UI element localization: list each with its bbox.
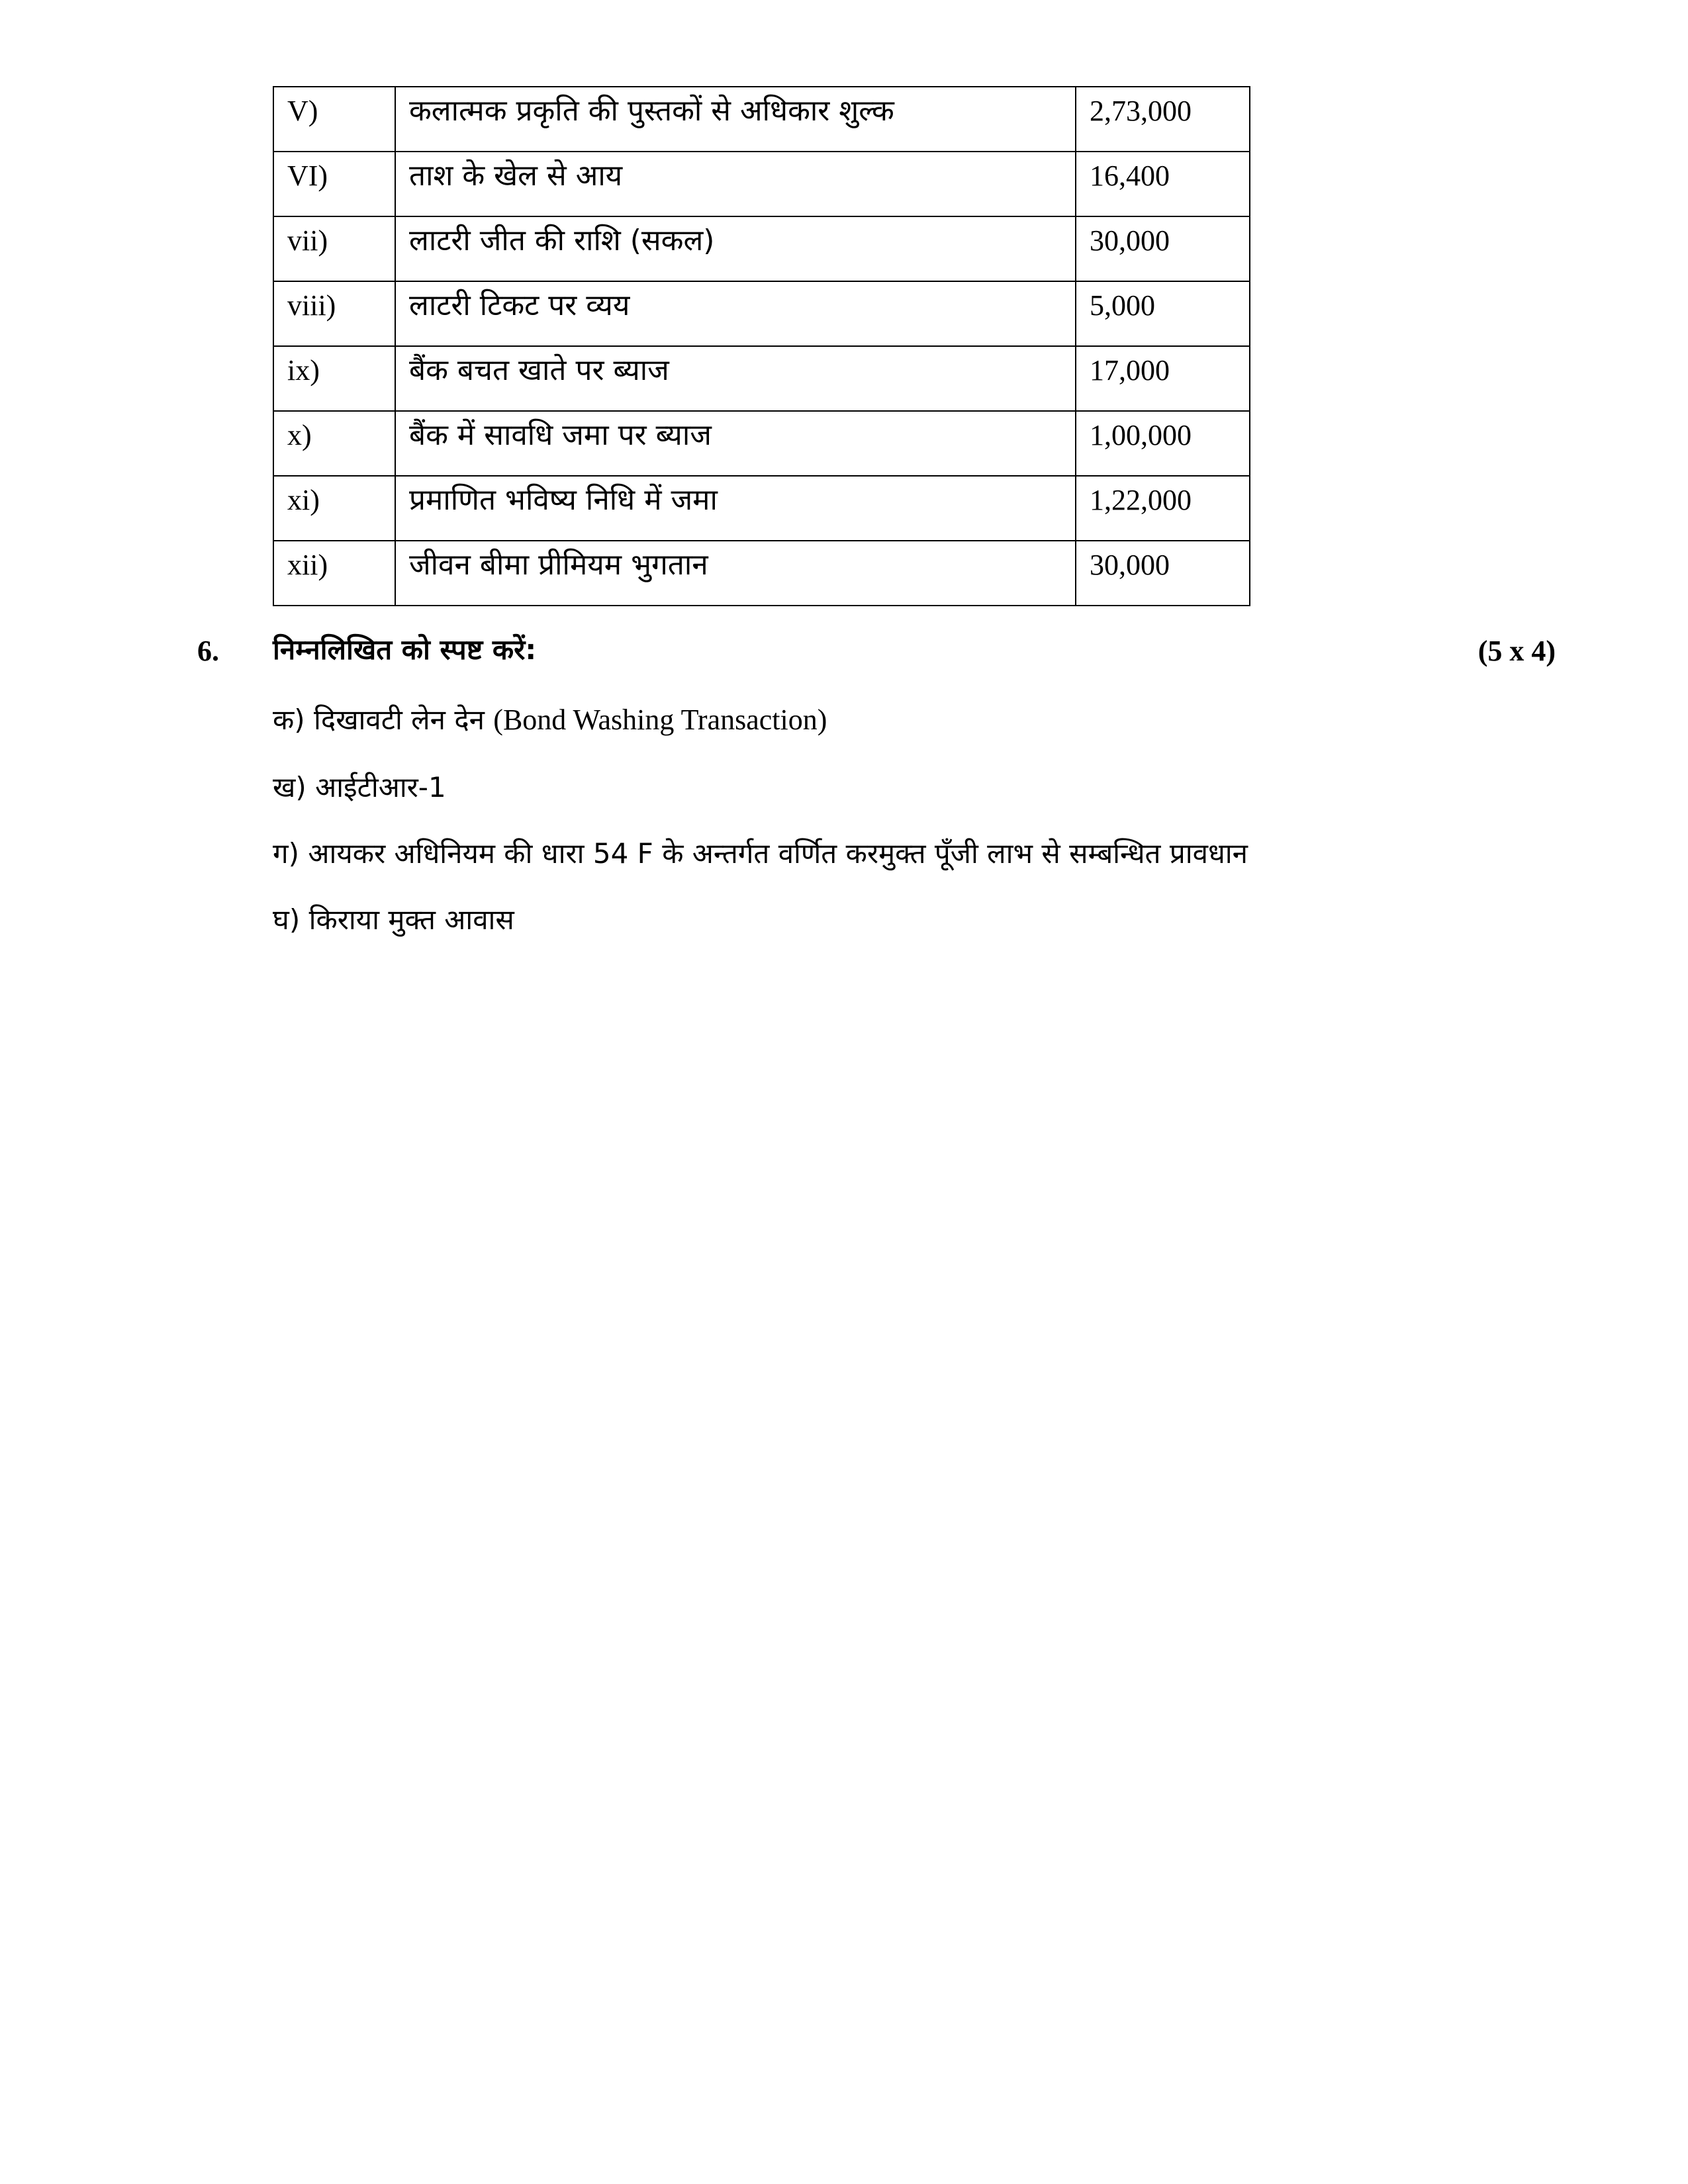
- part-label: क): [273, 704, 305, 736]
- row-amount: 1,22,000: [1076, 476, 1250, 541]
- row-description: लाटरी जीत की राशि (सकल): [395, 216, 1076, 281]
- part-text: आईटीआर-1: [315, 771, 446, 803]
- part-text: किराया मुक्त आवास: [308, 903, 514, 936]
- part-english-text: (Bond Washing Transaction): [493, 704, 827, 736]
- row-amount: 17,000: [1076, 346, 1250, 411]
- row-number: V): [273, 87, 395, 152]
- part-label: घ): [273, 903, 301, 936]
- table-row: [273, 476, 1250, 541]
- row-number: vii): [273, 216, 395, 281]
- row-number: viii): [273, 281, 395, 346]
- question-part-d: [273, 900, 514, 938]
- row-amount: 16,400: [1076, 152, 1250, 216]
- row-description: कलात्मक प्रकृति की पुस्तकों से अधिकार शुल्क: [395, 87, 1076, 152]
- table-row: [273, 541, 1250, 606]
- question-marks: (5 x 4): [1477, 635, 1556, 667]
- row-description: जीवन बीमा प्रीमियम भुगतान: [395, 541, 1076, 606]
- row-description: बैंक में सावधि जमा पर ब्याज: [395, 411, 1076, 476]
- question-title: निम्नलिखित को स्पष्ट करें:: [273, 633, 537, 666]
- row-amount: 5,000: [1076, 281, 1250, 346]
- row-description: बैंक बचत खाते पर ब्याज: [395, 346, 1076, 411]
- question-part-c: [273, 834, 1248, 872]
- table-row: [273, 87, 1250, 152]
- row-number: xi): [273, 476, 395, 541]
- table-row: [273, 346, 1250, 411]
- row-description: ताश के खेल से आय: [395, 152, 1076, 216]
- row-amount: 30,000: [1076, 216, 1250, 281]
- part-label: ख): [273, 771, 306, 803]
- row-amount: 1,00,000: [1076, 411, 1250, 476]
- part-label: ग): [273, 837, 300, 870]
- row-description: प्रमाणित भविष्य निधि में जमा: [395, 476, 1076, 541]
- row-number: xii): [273, 541, 395, 606]
- table-row: [273, 216, 1250, 281]
- row-number: VI): [273, 152, 395, 216]
- row-amount: 30,000: [1076, 541, 1250, 606]
- income-items-table: [273, 86, 1250, 606]
- row-description: लाटरी टिकट पर व्यय: [395, 281, 1076, 346]
- question-part-b: [273, 768, 446, 805]
- part-text: दिखावटी लेन देन: [314, 704, 485, 736]
- table-row: [273, 411, 1250, 476]
- question-part-a: [273, 700, 827, 738]
- table-row: [273, 281, 1250, 346]
- row-amount: 2,73,000: [1076, 87, 1250, 152]
- row-number: ix): [273, 346, 395, 411]
- question-number: 6.: [197, 635, 219, 667]
- table-row: [273, 152, 1250, 216]
- row-number: x): [273, 411, 395, 476]
- part-text: आयकर अधिनियम की धारा 54 F के अन्तर्गत वर्णित करमुक्त पूँजी लाभ से सम्बन्धित प्रावधान: [308, 837, 1248, 870]
